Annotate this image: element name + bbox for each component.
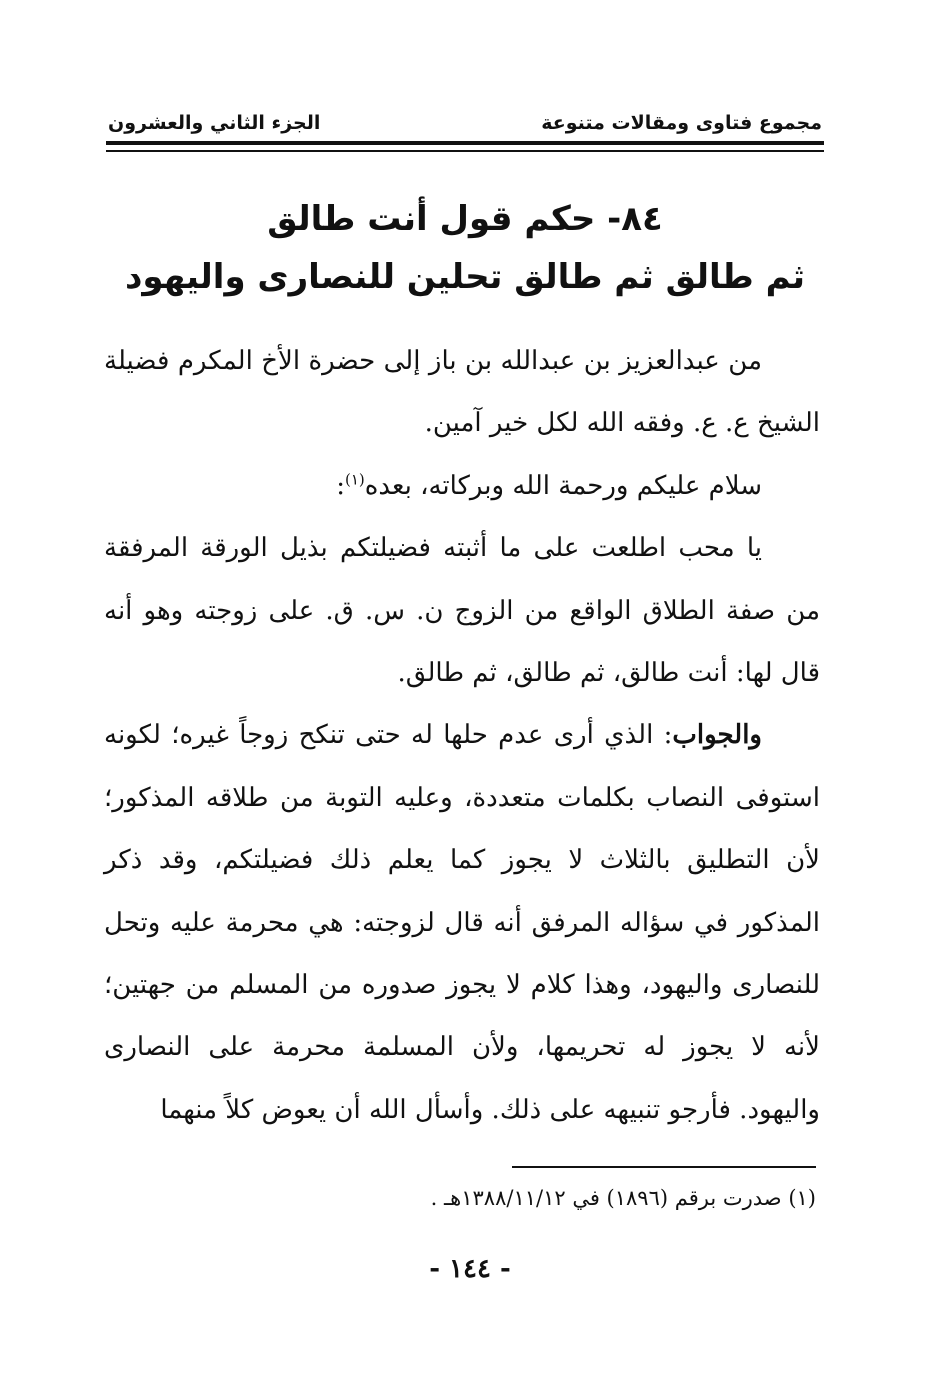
footnote [431,1186,816,1210]
page-number: - ١٤٤ - [429,1254,511,1284]
footnote-text: صدرت برقم (١٨٩٦) في ١٣٨٨/١١/١٢هـ . [430,1186,782,1210]
answer-label: والجواب [672,720,762,751]
chapter-title-line-1: ٨٤- حكم قول أنت طالق [267,199,663,239]
footnote-reference[interactable]: (١) [344,470,365,489]
header-rule-thick [106,141,824,145]
answer-paragraph [104,704,820,1141]
opening-paragraph: من عبدالعزيز بن عبدالله بن باز إلى حضرة الأخ المكرم فضيلة الشيخ ع. ع. وفقه الله لكل خير آمين. [104,346,820,439]
greeting-paragraph [104,455,820,517]
running-header [108,108,822,138]
header-rule-thin [106,150,824,152]
footnote-number: (١) [788,1186,816,1210]
greeting-text: سلام عليكم ورحمة الله وبركاته، بعده [364,470,762,501]
header-volume: الجزء الثاني والعشرون [108,112,321,134]
greeting-end: : [336,470,345,501]
chapter-title-line-2: ثم طالق ثم طالق تحلين للنصارى واليهود [124,257,806,297]
question-paragraph: يا محب اطلعت على ما أثبته فضيلتكم بذيل الورقة المرفقة من صفة الطلاق الواقع من الزوج ن. س. ق. على زوجته وهو أنه قال لها: أنت طالق، ثم طالق، ثم طالق. [104,533,820,689]
answer-text: : الذي أرى عدم حلها له حتى تنكح زوجاً غيره؛ لكونه استوفى النصاب بكلمات متعددة، وعليه التوبة من طلاقه المذكور؛ لأن التطليق بالثلاث لا يجوز كما يعلم ذلك فضيلتكم، وقد ذكر المذكور في سؤاله المرفق أنه قال لزوجته: هي محرمة عليه وتحل للنصارى واليهود، وهذا كلام لا يجوز صدوره من المسلم من جهتين؛ لأنه لا يجوز له تحريمها، ولأن المسلمة محرمة على النصارى واليهود. فأرجو تنبيهه على ذلك. وأسأل الله أن يعوض كلاً منهما [104,720,820,1125]
body-text [104,330,820,1141]
footnote-separator [512,1166,816,1168]
header-book-title: مجموع فتاوى ومقالات متنوعة [541,112,822,134]
